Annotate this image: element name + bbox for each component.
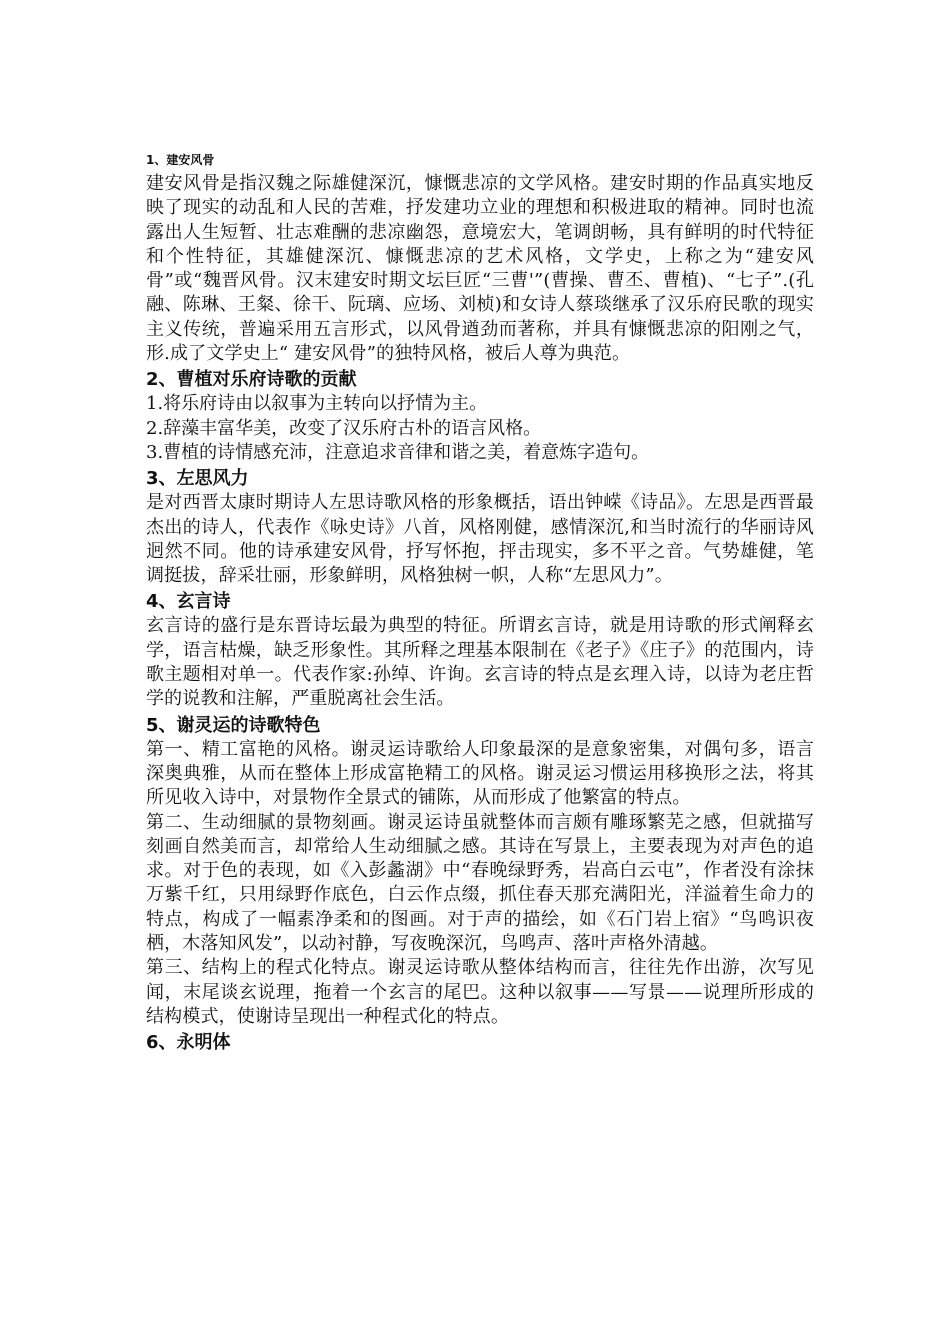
section-heading-xuanyan-shi: 4、玄言诗	[146, 591, 231, 613]
paragraph-xie-lingyun-1: 第一、精工富艳的风格。谢灵运诗歌给人印象最深的是意象密集，对偶句多，语言深奥典雅，从而在整体上形成富艳精工的风格。谢灵运习惯运用移换形之法，将其所见收入诗中，对景物作全景式的铺陈，从而形成了他繁富的特点。	[146, 738, 814, 809]
section-heading-zuosi-fengli: 3、左思风力	[146, 468, 249, 490]
section-heading-xie-lingyun: 5、谢灵运的诗歌特色	[146, 714, 321, 736]
section-heading-jianan-fenggu: 1、建安风骨	[146, 153, 215, 167]
section-heading-yongming-ti: 6、永明体	[146, 1032, 231, 1054]
list-item-1: 1.将乐府诗由以叙事为主转向以抒情为主。	[146, 393, 488, 415]
paragraph-xuanyan-shi: 玄言诗的盛行是东晋诗坛最为典型的特征。所谓玄言诗，就是用诗歌的形式阐释玄学，语言枯燥，缺乏形象性。其所释之理基本限制在《老子》《庄子》的范围内，诗歌主题相对单一。代表作家:孙绰、许询。玄言诗的特点是玄理入诗，以诗为老庄哲学的说教和注解，严重脱离社会生活。	[146, 615, 814, 710]
document-page	[146, 150, 814, 1055]
list-item-3: 3.曹植的诗情感充沛，注意追求音律和谐之美，着意炼字造句。	[146, 441, 650, 463]
paragraph-xie-lingyun-3: 第三、结构上的程式化特点。谢灵运诗歌从整体结构而言，往往先作出游，次写见闻，末尾谈玄说理，拖着一个玄言的尾巴。这种以叙事——写景——说理所形成的结构模式，使谢诗呈现出一种程式化的特点。	[146, 957, 814, 1027]
list-item-2: 2.辞藻丰富华美，改变了汉乐府古朴的语言风格。	[146, 417, 542, 439]
paragraph-zuosi-fengli: 是对西晋太康时期诗人左思诗歌风格的形象概括，语出钟嵘《诗品》。左思是西晋最杰出的诗人，代表作《咏史诗》八首，风格刚健，感情深沉,和当时流行的华丽诗风迥然不同。他的诗承建安风骨，抒写怀抱，抨击现实，多不平之音。气势雄健，笔调挺拔，辞采壮丽，形象鲜明，风格独树一帜，人称“左思风力”。	[146, 492, 814, 587]
paragraph-jianan-fenggu: 建安风骨是指汉魏之际雄健深沉，慷慨悲凉的文学风格。建安时期的作品真实地反映了现实的动乱和人民的苦难，抒发建功立业的理想和积极进取的精神。同时也流露出人生短暂、壮志难酬的悲凉幽怨，意境宏大，笔调朗畅，具有鲜明的时代特征和个性特征，其雄健深沉、慷慨悲凉的艺术风格，文学史，上称之为“建安风骨”或“魏晋风骨。汉末建安时期文坛巨匠“三曹'”(曹操、曹丕、曹植)、“七子”.(孔融、陈琳、王粲、徐干、阮璃、应场、刘桢)和女诗人蔡琰继承了汉乐府民歌的现实主义传统，普遍采用五言形式，以风骨遒劲而著称，并具有慷慨悲凉的阳刚之气，形.成了文学史上“ 建安风骨”的独特风格，被后人尊为典范。	[146, 173, 814, 365]
section-heading-caozhi-yuefu: 2、曹植对乐府诗歌的贡献	[146, 369, 357, 391]
paragraph-xie-lingyun-2: 第二、生动细腻的景物刻画。谢灵运诗虽就整体而言颇有雕琢繁芜之感，但就描写刻画自然美而言，却常给人生动细腻之感。其诗在写景上，主要表现为对声色的追求。对于色的表现，如《入彭蠡湖》中“春晚绿野秀，岩高白云屯”，作者没有涂抹万紫千红，只用绿野作底色，白云作点缀，抓住春天那充满阳光，洋溢着生命力的特点，构成了一幅素净柔和的图画。对于声的描绘，如《石门岩上宿》“鸟鸣识夜栖，木落知风发”，以动衬静，写夜晚深沉，鸟鸣声、落叶声格外清越。	[146, 811, 814, 955]
